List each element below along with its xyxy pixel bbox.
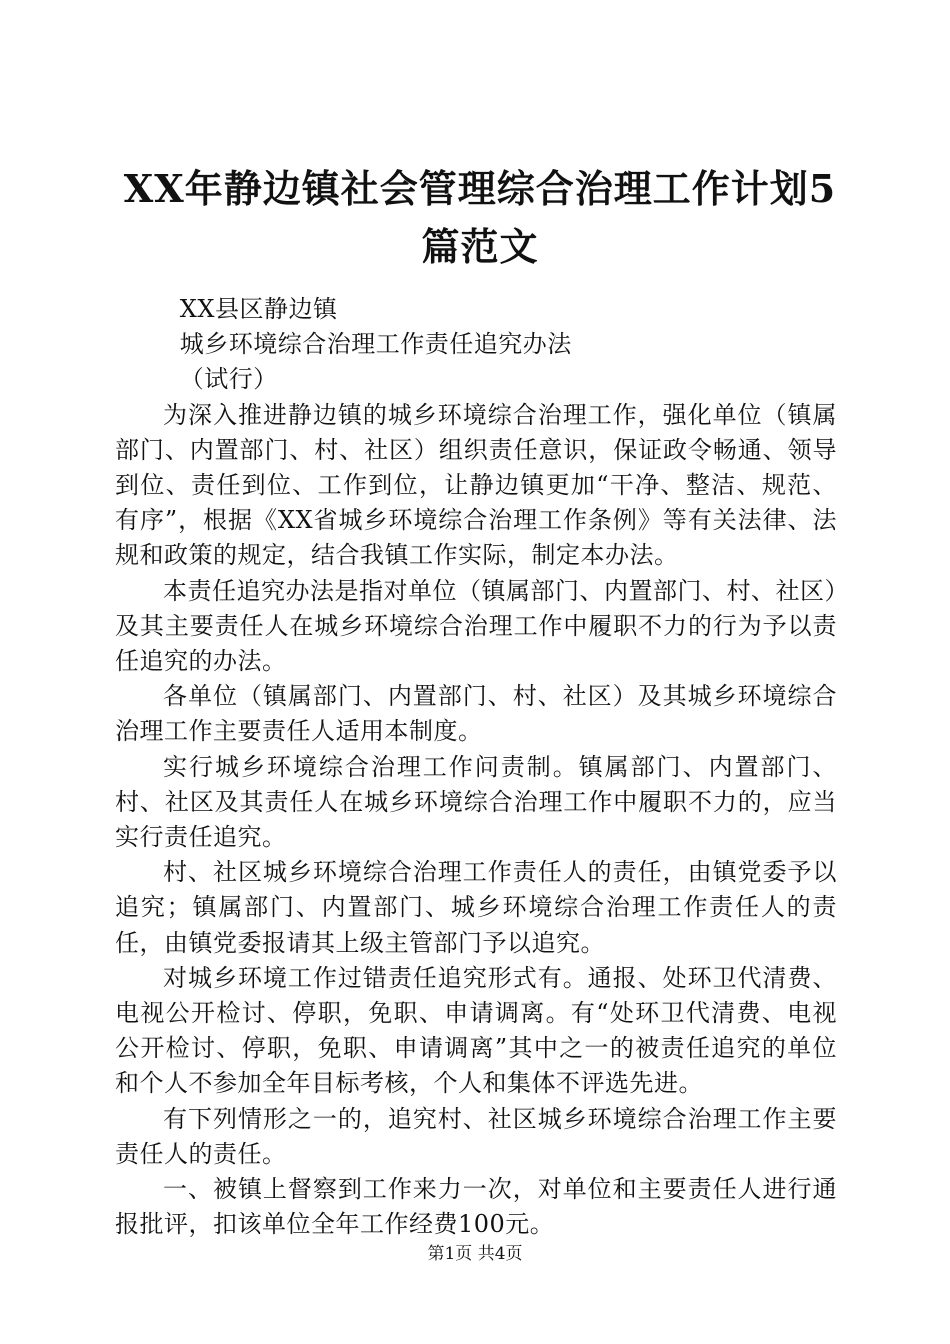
page-number-footer: 第1页 共4页 bbox=[427, 1244, 523, 1264]
document-title: XX年静边镇社会管理综合治理工作计划5篇范文 bbox=[123, 166, 837, 269]
paragraph: 为深入推进静边镇的城乡环境综合治理工作，强化单位（镇属部门、内置部门、村、社区）组织责任意识，保证政令畅通、领导到位、责任到位、工作到位，让静边镇更加“干净、整洁、规范、有序”，根据《XX省城乡环境综合治理工作条例》等有关法律、法规和政策的规定，结合我镇工作实际，制定本办法。 bbox=[115, 400, 837, 570]
paragraph: 各单位（镇属部门、内置部门、村、社区）及其城乡环境综合治理工作主要责任人适用本制度。 bbox=[115, 682, 837, 746]
document-body bbox=[115, 292, 837, 1242]
paragraph: 有下列情形之一的，追究村、社区城乡环境综合治理工作主要责任人的责任。 bbox=[115, 1104, 837, 1168]
paragraph: 实行城乡环境综合治理工作问责制。镇属部门、内置部门、村、社区及其责任人在城乡环境综合治理工作中履职不力的，应当实行责任追究。 bbox=[115, 752, 837, 852]
header-line-measure-title: 城乡环境综合治理工作责任追究办法 bbox=[179, 330, 572, 359]
header-line-county: XX县区静边镇 bbox=[179, 295, 338, 323]
paragraph: 对城乡环境工作过错责任追究形式有。通报、处环卫代清费、电视公开检讨、停职，免职、申请调离。有“处环卫代清费、电视公开检讨、停职，免职、申请调离”其中之一的被责任追究的单位和个人不参加全年目标考核，个人和集体不评选先进。 bbox=[115, 963, 837, 1098]
paragraph: 村、社区城乡环境综合治理工作责任人的责任，由镇党委予以追究；镇属部门、内置部门、城乡环境综合治理工作责任人的责任，由镇党委报请其上级主管部门予以追究。 bbox=[115, 858, 837, 957]
paragraph: 一、被镇上督察到工作来力一次，对单位和主要责任人进行通报批评，扣该单位全年工作经费100元。 bbox=[115, 1175, 837, 1239]
header-line-trial: （试行） bbox=[179, 365, 278, 394]
paragraph: 本责任追究办法是指对单位（镇属部门、内置部门、村、社区）及其主要责任人在城乡环境综合治理工作中履职不力的行为予以责任追究的办法。 bbox=[115, 576, 837, 676]
